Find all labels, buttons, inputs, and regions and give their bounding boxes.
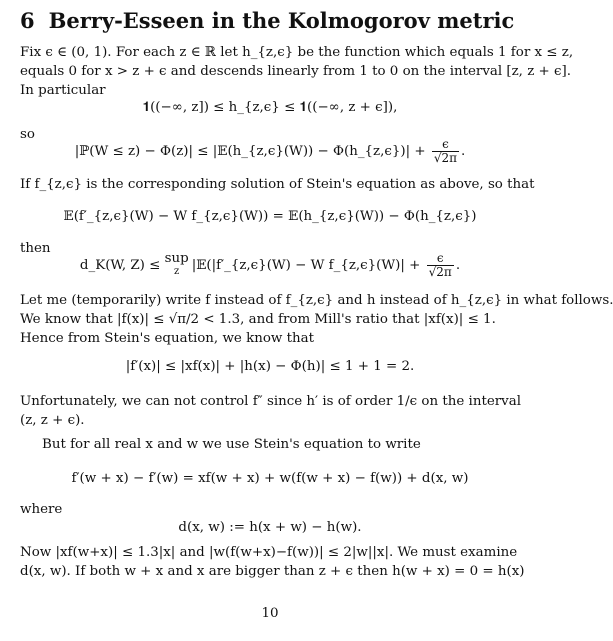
fraction-numerator: ϵ — [427, 252, 454, 266]
fraction — [432, 138, 459, 165]
fraction-denominator: √2π — [428, 265, 452, 279]
page-number: 10 — [261, 606, 279, 621]
fraction-numerator: ϵ — [432, 138, 459, 152]
text-line: where — [20, 502, 63, 517]
section-heading — [20, 8, 514, 33]
sup-operator: sup — [164, 251, 189, 266]
text-where — [20, 500, 520, 519]
equation-stein: 𝔼(f′_{z,ϵ}(W) − W f_{z,ϵ}(W)) = 𝔼(h_{z,ϵ}(W)) − Φ(h_{z,ϵ}) — [63, 209, 477, 224]
text-line: then — [20, 241, 51, 256]
text-line: We know that |f(x)| ≤ √π/2 < 1.3, and from Mill's ratio that |xf(x)| ≤ 1. — [20, 312, 496, 327]
text-line: Hence from Stein's equation, we know that — [20, 331, 314, 346]
equation-end: . — [455, 258, 461, 273]
section-number: 6 — [20, 8, 35, 33]
equation-distribution-bound — [20, 138, 520, 165]
text-line: Let me (temporarily) write f instead of f_{z,ϵ} and h instead of h_{z,ϵ} in what follows. — [20, 293, 613, 308]
equation-lhs: d_K(W, Z) ≤ — [79, 258, 161, 273]
fraction-denominator: √2π — [433, 151, 458, 165]
text-line: so — [20, 127, 35, 142]
equation-difference: f′(w + x) − f′(w) = xf(w + x) + w(f(w + x) − f(w)) + d(x, w) — [71, 471, 469, 486]
supremum — [165, 252, 189, 278]
text-line: Now |xf(w+x)| ≤ 1.3|x| and |w(f(w+x)−f(w))| ≤ 2|w||x|. We must examine — [20, 545, 518, 560]
paragraph-real-x-w — [20, 435, 520, 454]
paragraph-notation — [20, 291, 613, 348]
equation-indicator-bounds: 𝟏((−∞, z]) ≤ h_{z,ϵ} ≤ 𝟏((−∞, z + ϵ]), — [142, 100, 398, 115]
equation-main: |𝔼(|f′_{z,ϵ}(W) − W f_{z,ϵ}(W)| + — [191, 258, 421, 273]
equation-end: . — [461, 144, 466, 159]
paragraph-examine — [20, 543, 525, 581]
fraction — [427, 252, 454, 279]
sup-subscript: z — [174, 266, 180, 277]
text-line: (z, z + ϵ). — [20, 413, 85, 428]
text-line: d(x, w). If both w + x and x are bigger than z + ϵ then h(w + x) = 0 = h(x) — [20, 564, 525, 579]
section-title-text: Berry-Esseen in the Kolmogorov metric — [48, 8, 515, 33]
text-line: In particular — [20, 83, 106, 98]
paragraph-intro — [20, 43, 574, 100]
text-line: But for all real x and w we use Stein's equation to write — [42, 437, 421, 452]
text-line: Unfortunately, we can not control f″ since h′ is of order 1/ϵ on the interval — [20, 394, 521, 409]
equation-d-definition: d(x, w) := h(x + w) − h(w). — [178, 520, 362, 535]
equation-kolmogorov-bound — [20, 252, 520, 279]
equation-derivative-bound: |f′(x)| ≤ |xf(x)| + |h(x) − Φ(h)| ≤ 1 + 1 = 2. — [125, 359, 415, 374]
text-line: equals 0 for x > z + ϵ and descends linearly from 1 to 0 on the interval [z, z + ϵ]. — [20, 64, 571, 79]
paragraph-stein-solution — [20, 175, 535, 194]
equation-main: |ℙ(W ≤ z) − Φ(z)| ≤ |𝔼(h_{z,ϵ}(W)) − Φ(h_{z,ϵ})| + — [74, 144, 426, 159]
text-line: If f_{z,ϵ} is the corresponding solution of Stein's equation as above, so that — [20, 177, 535, 192]
paragraph-unfortunately — [20, 392, 520, 430]
text-line: Fix ϵ ∈ (0, 1). For each z ∈ ℝ let h_{z,ϵ} be the function which equals 1 for x ≤ z, — [20, 45, 574, 60]
